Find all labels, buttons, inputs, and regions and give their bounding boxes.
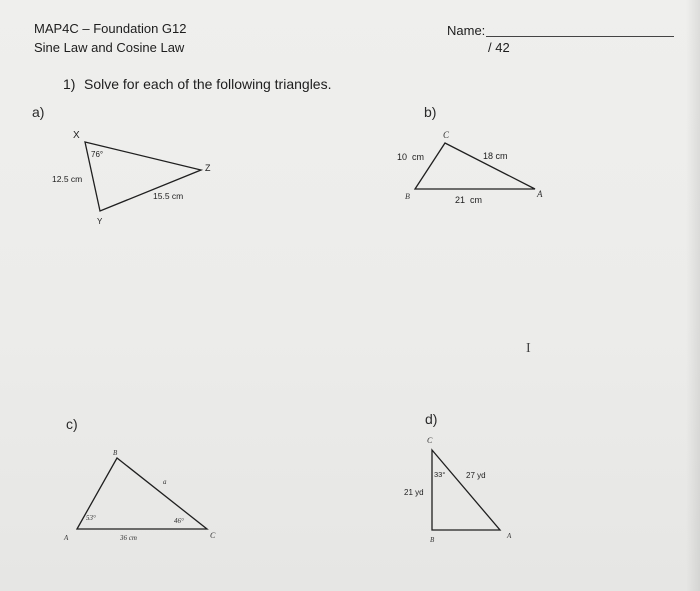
part-a-label: a) bbox=[32, 104, 45, 120]
triangle-b-shape bbox=[415, 143, 535, 189]
part-c-label: c) bbox=[66, 416, 78, 432]
vertex-y-label: Y bbox=[97, 217, 103, 226]
side-bc-label: a bbox=[163, 478, 167, 486]
vertex-a-label: A bbox=[64, 534, 69, 542]
triangle-b bbox=[397, 130, 543, 205]
angle-a-label: 53° bbox=[86, 514, 96, 522]
vertex-z-label: Z bbox=[205, 163, 211, 173]
triangle-d-shape bbox=[432, 450, 500, 530]
angle-c-label: 46° bbox=[174, 517, 184, 525]
vertex-a-label: A bbox=[537, 189, 543, 199]
side-ca-label: 18 cm bbox=[483, 151, 508, 161]
side-yz-label: 15.5 cm bbox=[153, 191, 184, 201]
vertex-x-label: X bbox=[73, 130, 80, 141]
name-label: Name: bbox=[447, 23, 486, 38]
triangle-c bbox=[63, 449, 216, 542]
side-ac-label: 36 cm bbox=[120, 534, 137, 542]
vertex-c-label: C bbox=[210, 531, 216, 540]
text-cursor-icon: I bbox=[526, 341, 531, 356]
question-number: 1) bbox=[63, 76, 76, 92]
part-b-label: b) bbox=[424, 104, 437, 120]
triangle-d bbox=[404, 436, 512, 544]
vertex-a-label: A bbox=[507, 532, 512, 540]
vertex-b-label: B bbox=[430, 536, 435, 544]
worksheet-topic: Sine Law and Cosine Law bbox=[34, 40, 185, 55]
part-d-label: d) bbox=[425, 411, 438, 427]
side-bc-label: 10 cm bbox=[397, 152, 425, 162]
question-text: Solve for each of the following triangles. bbox=[84, 76, 332, 92]
vertex-c-label: C bbox=[443, 130, 450, 140]
side-xy-label: 12.5 cm bbox=[52, 174, 83, 184]
score-total: / 42 bbox=[488, 40, 510, 55]
vertex-b-label: B bbox=[113, 449, 118, 457]
side-cb-label: 21 yd bbox=[404, 488, 424, 497]
side-ab-label: 21 cm bbox=[455, 195, 483, 205]
side-ca-label: 27 yd bbox=[466, 471, 486, 480]
triangle-a bbox=[52, 130, 211, 226]
angle-x-label: 76° bbox=[91, 150, 104, 159]
triangle-c-shape bbox=[77, 458, 207, 529]
angle-c-label: 33° bbox=[434, 470, 446, 479]
vertex-b-label: B bbox=[405, 192, 410, 201]
vertex-c-label: C bbox=[427, 436, 433, 445]
course-title: MAP4C – Foundation G12 bbox=[34, 21, 187, 36]
